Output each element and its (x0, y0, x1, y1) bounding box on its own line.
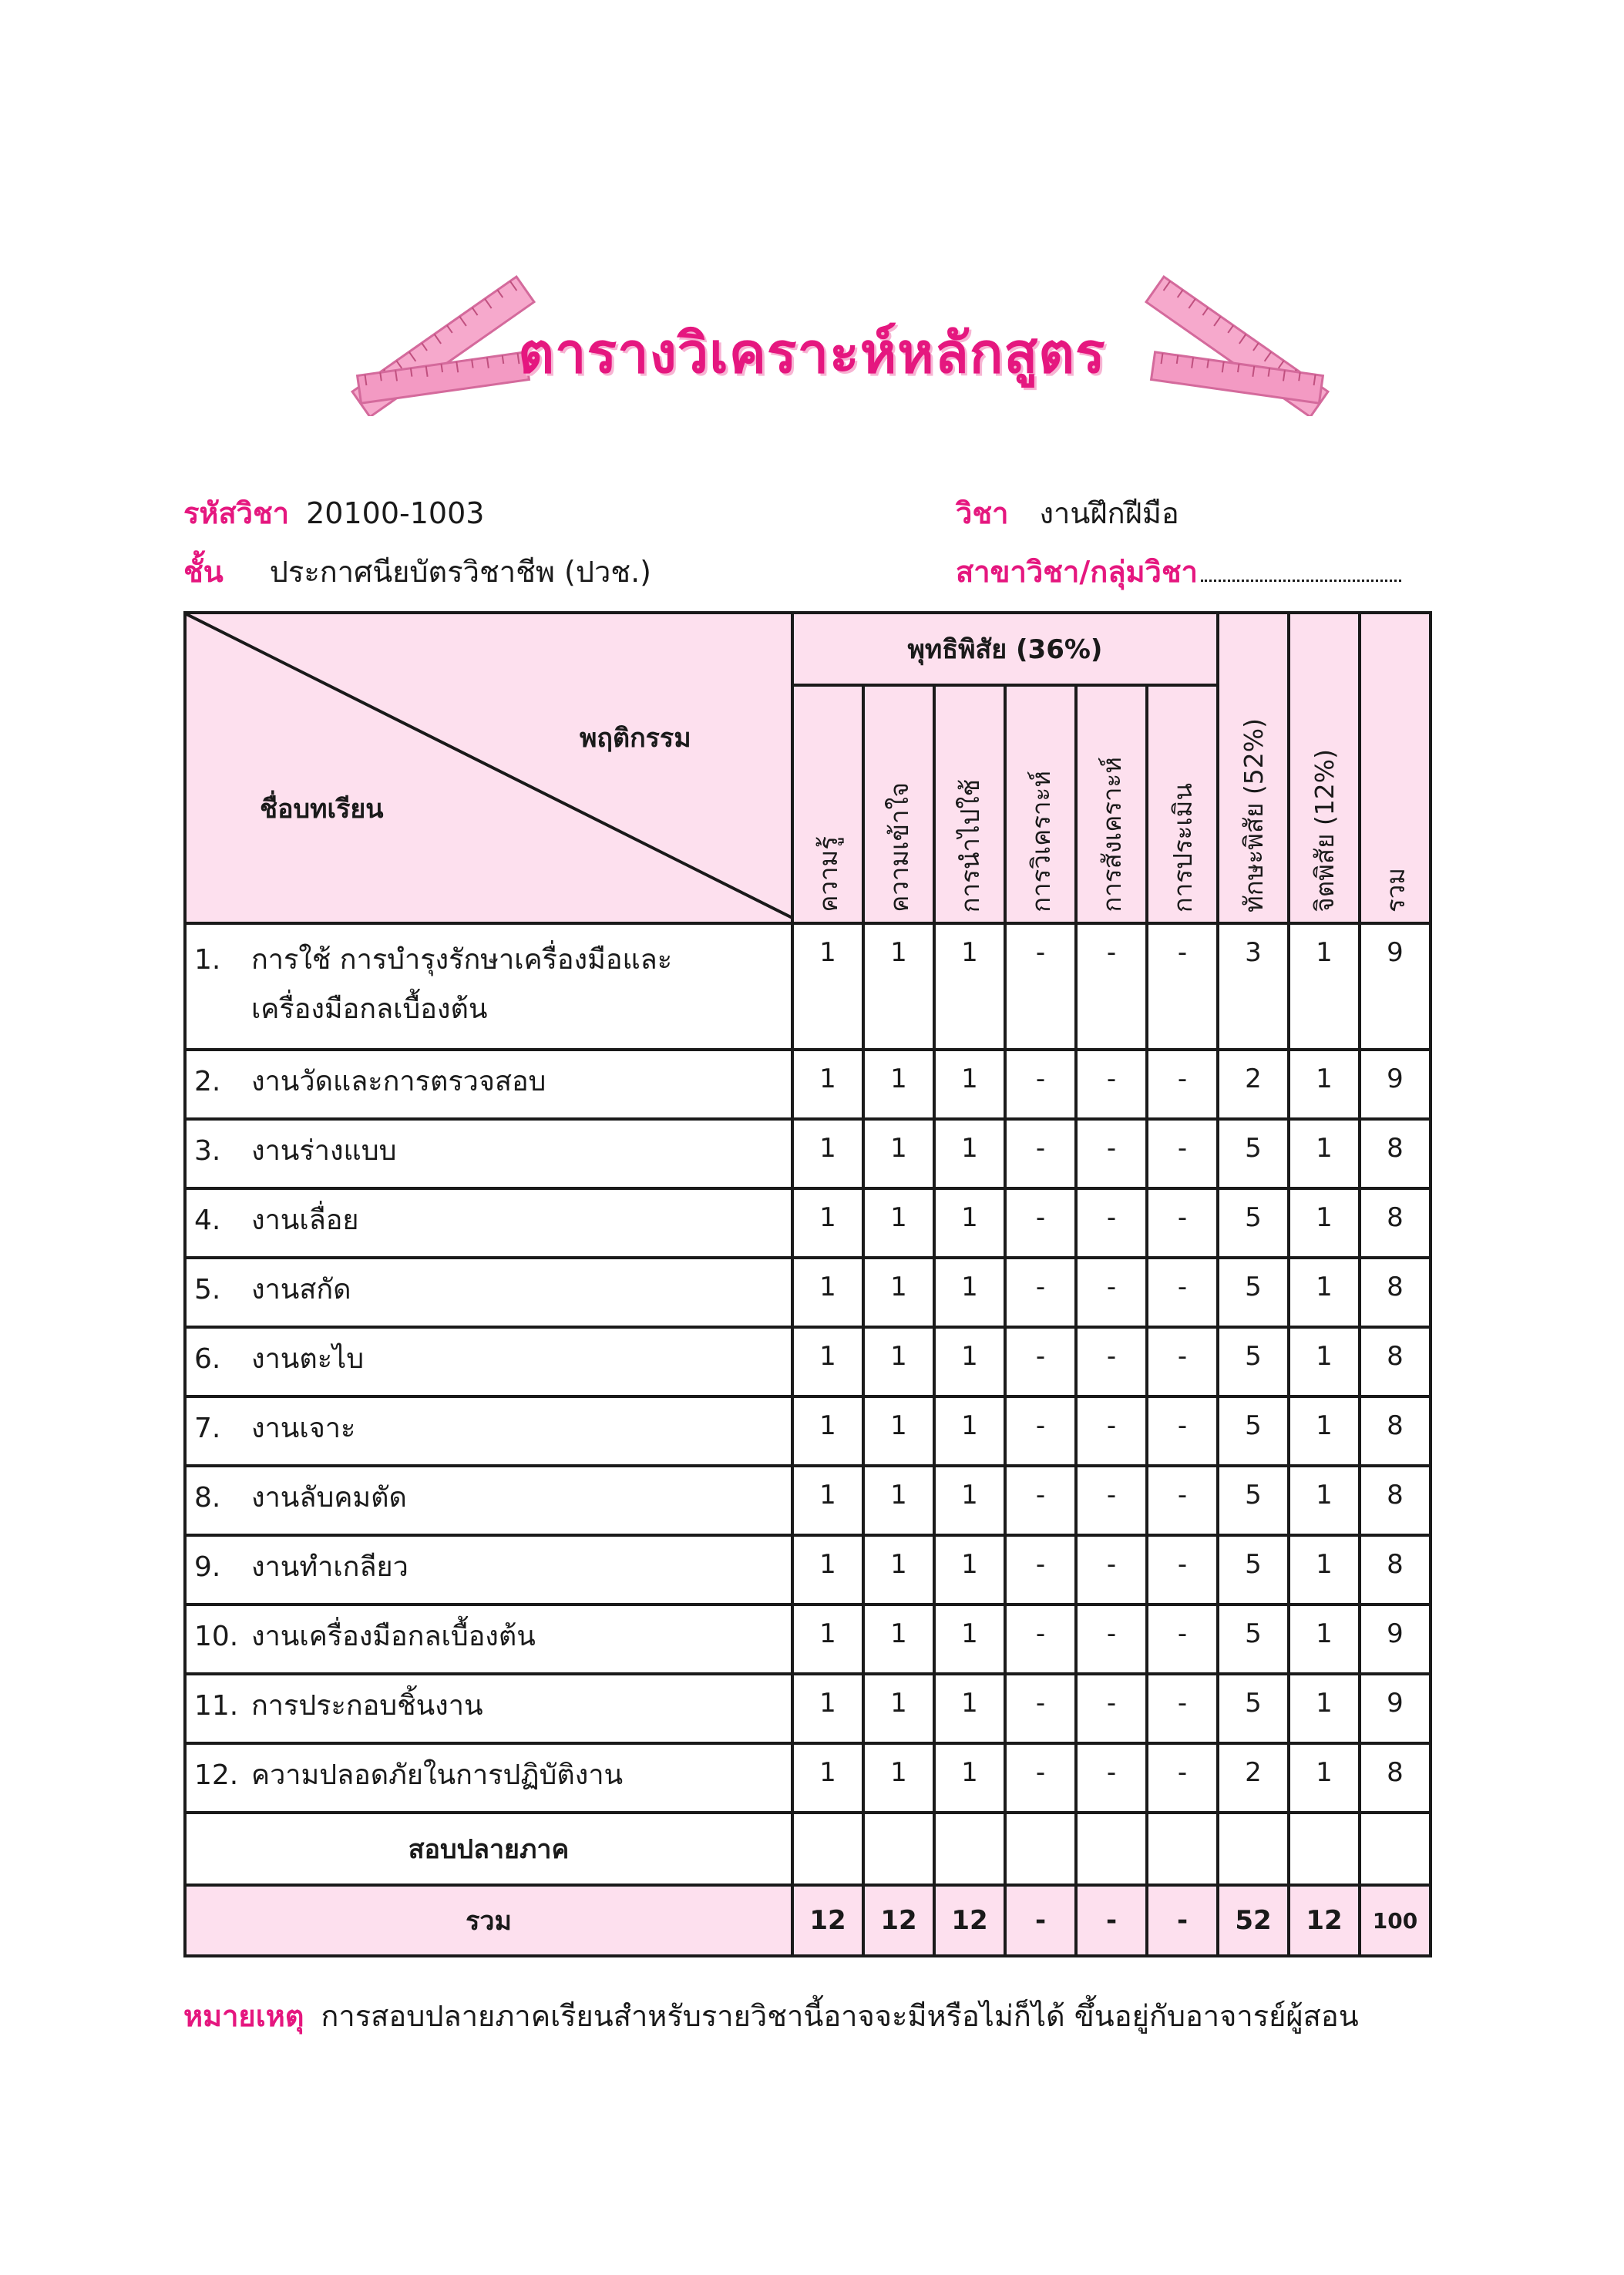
score-cell: 1 (934, 1674, 1005, 1743)
score-cell: 8 (1360, 1258, 1431, 1327)
score-cell: 1 (863, 1674, 934, 1743)
score-cell: 1 (792, 1535, 863, 1605)
score-cell: - (1005, 1396, 1076, 1466)
score-cell: 1 (934, 1743, 1005, 1813)
diagonal-line (187, 614, 794, 919)
score-cell: 1 (1289, 1396, 1360, 1466)
score-cell: 1 (863, 1188, 934, 1258)
table-row (185, 1119, 1431, 1188)
course-level (183, 553, 651, 590)
score-cell: 1 (934, 1050, 1005, 1119)
score-cell: - (1005, 1050, 1076, 1119)
score-cell: 1 (792, 1466, 863, 1535)
branch-blank (1201, 556, 1401, 582)
lesson-name-cell (185, 1535, 792, 1605)
score-cell: 1 (934, 1188, 1005, 1258)
table-row (185, 1258, 1431, 1327)
lesson-number: 9. (194, 1551, 221, 1583)
score-cell: 5 (1218, 1188, 1289, 1258)
score-cell: - (1076, 1605, 1147, 1674)
score-cell: 8 (1360, 1119, 1431, 1188)
score-cell: - (1147, 1396, 1218, 1466)
course-branch-label: สาขาวิชา/กลุ่มวิชา (956, 555, 1199, 589)
course-code-label: รหัสวิชา (183, 496, 290, 530)
course-subject-value: งานฝึกฝีมือ (1039, 496, 1179, 530)
score-cell: 1 (792, 1605, 863, 1674)
score-cell: 1 (863, 1605, 934, 1674)
score-cell: 5 (1218, 1396, 1289, 1466)
col-header: การประเมิน (1147, 685, 1218, 923)
course-subject-label: วิชา (956, 496, 1009, 530)
score-cell: - (1147, 923, 1218, 1050)
score-cell: 1 (1289, 1050, 1360, 1119)
col-header: ความรู้ (792, 685, 863, 923)
score-cell: 1 (1289, 1743, 1360, 1813)
lesson-number: 11. (194, 1690, 239, 1722)
score-cell: 1 (1289, 1258, 1360, 1327)
score-cell: 1 (934, 1258, 1005, 1327)
score-cell: - (1147, 1466, 1218, 1535)
score-cell: 1 (863, 1327, 934, 1396)
empty-cell (1076, 1813, 1147, 1885)
lesson-name-cell (185, 1396, 792, 1466)
lesson-name: การประกอบชิ้นงาน (251, 1690, 483, 1722)
score-cell: - (1076, 1327, 1147, 1396)
lesson-name-cell (185, 1605, 792, 1674)
score-cell: - (1147, 1119, 1218, 1188)
table-row (185, 1050, 1431, 1119)
total-cell: - (1076, 1885, 1147, 1956)
col-header: จิตพิสัย (12%) (1289, 613, 1360, 923)
empty-cell (863, 1813, 934, 1885)
lesson-number: 1. (194, 944, 221, 976)
score-cell: - (1076, 1743, 1147, 1813)
lesson-name-cell (185, 1050, 792, 1119)
score-cell: 2 (1218, 1050, 1289, 1119)
score-cell: 8 (1360, 1466, 1431, 1535)
score-cell: - (1005, 1743, 1076, 1813)
score-cell: 9 (1360, 923, 1431, 1050)
score-cell: - (1147, 1743, 1218, 1813)
score-cell: - (1147, 1050, 1218, 1119)
score-cell: - (1076, 1258, 1147, 1327)
score-cell: 1 (934, 1119, 1005, 1188)
score-cell: 1 (1289, 1535, 1360, 1605)
lesson-name-cell (185, 1188, 792, 1258)
score-cell: 1 (792, 1743, 863, 1813)
score-cell: 1 (934, 1396, 1005, 1466)
lesson-number: 2. (194, 1066, 221, 1097)
lesson-number: 8. (194, 1482, 221, 1514)
score-cell: 9 (1360, 1605, 1431, 1674)
ruler-icon (1133, 270, 1341, 416)
lesson-number: 5. (194, 1274, 221, 1306)
lesson-number: 6. (194, 1343, 221, 1375)
total-cell: 52 (1218, 1885, 1289, 1956)
table-row (185, 923, 1431, 1050)
col-header: การสังเคราะห์ (1076, 685, 1147, 923)
score-cell: 8 (1360, 1743, 1431, 1813)
lesson-number: 7. (194, 1413, 221, 1444)
empty-cell (1147, 1813, 1218, 1885)
score-cell: 5 (1218, 1258, 1289, 1327)
score-cell: 8 (1360, 1327, 1431, 1396)
score-cell: - (1147, 1674, 1218, 1743)
title-banner (0, 254, 1624, 408)
footnote-text: การสอบปลายภาคเรียนสำหรับรายวิชานี้อาจจะมีหรือไม่ก็ได้ ขึ้นอยู่กับอาจารย์ผู้สอน (321, 1999, 1359, 2033)
score-cell: 5 (1218, 1119, 1289, 1188)
lesson-name: งานเครื่องมือกลเบื้องต้น (251, 1621, 536, 1652)
table-row (185, 1743, 1431, 1813)
empty-cell (1218, 1813, 1289, 1885)
total-label: รวม (185, 1885, 792, 1956)
course-subject (956, 495, 1179, 532)
lesson-label: ชื่อบทเรียน (260, 794, 384, 825)
score-cell: - (1005, 1258, 1076, 1327)
table-row (185, 1396, 1431, 1466)
score-cell: - (1005, 1327, 1076, 1396)
lesson-name: ความปลอดภัยในการปฏิบัติงาน (251, 1759, 624, 1791)
table-row (185, 1674, 1431, 1743)
lesson-name-cell (185, 923, 792, 1050)
empty-cell (934, 1813, 1005, 1885)
footnote-label: หมายเหตุ (183, 1999, 304, 2033)
score-cell: - (1147, 1605, 1218, 1674)
lesson-number: 4. (194, 1205, 221, 1236)
exam-label: สอบปลายภาค (185, 1813, 792, 1885)
score-cell: 9 (1360, 1050, 1431, 1119)
lesson-name-cell (185, 1466, 792, 1535)
lesson-name-cell (185, 1743, 792, 1813)
score-cell: 5 (1218, 1674, 1289, 1743)
score-cell: 5 (1218, 1327, 1289, 1396)
score-cell: 1 (792, 1674, 863, 1743)
empty-cell (1360, 1813, 1431, 1885)
score-cell: - (1005, 1188, 1076, 1258)
score-cell: 1 (934, 923, 1005, 1050)
score-cell: - (1076, 1535, 1147, 1605)
lesson-name: งานร่างแบบ (251, 1135, 397, 1167)
score-cell: 1 (1289, 1188, 1360, 1258)
course-level-value: ประกาศนียบัตรวิชาชีพ (ปวช.) (269, 555, 652, 589)
score-cell: - (1005, 1466, 1076, 1535)
score-cell: - (1076, 1466, 1147, 1535)
score-cell: 1 (792, 1119, 863, 1188)
total-cell: - (1147, 1885, 1218, 1956)
score-cell: 1 (792, 1396, 863, 1466)
total-cell: 12 (934, 1885, 1005, 1956)
behavior-label: พฤติกรรม (580, 723, 691, 754)
score-cell: 8 (1360, 1535, 1431, 1605)
score-cell: - (1005, 1605, 1076, 1674)
score-cell: 1 (1289, 1674, 1360, 1743)
score-cell: 1 (863, 1119, 934, 1188)
lesson-name (251, 936, 791, 1034)
score-cell: 2 (1218, 1743, 1289, 1813)
lesson-name-cell (185, 1119, 792, 1188)
score-cell: 9 (1360, 1674, 1431, 1743)
exam-row (185, 1813, 1431, 1885)
score-cell: 1 (792, 1188, 863, 1258)
score-cell: 1 (863, 1535, 934, 1605)
score-cell: - (1076, 1188, 1147, 1258)
score-cell: - (1076, 1050, 1147, 1119)
score-cell: 1 (792, 923, 863, 1050)
table-row (185, 1605, 1431, 1674)
score-cell: 1 (863, 1258, 934, 1327)
cognitive-header: พุทธิพิสัย (36%) (792, 613, 1218, 685)
score-cell: - (1076, 923, 1147, 1050)
score-cell: 1 (934, 1327, 1005, 1396)
total-cell: 12 (792, 1885, 863, 1956)
col-header: การนำไปใช้ (934, 685, 1005, 923)
course-branch (956, 553, 1401, 590)
total-cell: 100 (1360, 1885, 1431, 1956)
course-code (183, 495, 484, 532)
lesson-name: งานทำเกลียว (251, 1551, 409, 1583)
score-cell: 1 (863, 1050, 934, 1119)
total-cell: - (1005, 1885, 1076, 1956)
score-cell: - (1076, 1674, 1147, 1743)
score-cell: - (1005, 1119, 1076, 1188)
lesson-number: 3. (194, 1135, 221, 1167)
table-row (185, 1466, 1431, 1535)
score-cell: - (1076, 1396, 1147, 1466)
total-row (185, 1885, 1431, 1956)
empty-cell (792, 1813, 863, 1885)
score-cell: 5 (1218, 1535, 1289, 1605)
page-title: ตารางวิเคราะห์หลักสูตร (518, 321, 1106, 385)
total-cell: 12 (1289, 1885, 1360, 1956)
lesson-name: งานวัดและการตรวจสอบ (251, 1066, 546, 1097)
lesson-name: งานสกัด (251, 1274, 351, 1306)
score-cell: 1 (1289, 1119, 1360, 1188)
score-cell: 1 (792, 1327, 863, 1396)
lesson-name-line: เครื่องมือกลเบื้องต้น (251, 993, 488, 1025)
empty-cell (1289, 1813, 1360, 1885)
score-cell: - (1147, 1327, 1218, 1396)
course-level-label: ชั้น (183, 555, 224, 589)
lesson-name: งานตะไบ (251, 1343, 365, 1375)
score-cell: 1 (863, 1396, 934, 1466)
score-cell: 1 (792, 1258, 863, 1327)
footnote (183, 1992, 1359, 2039)
total-cell: 12 (863, 1885, 934, 1956)
lesson-number: 10. (194, 1621, 239, 1652)
table-row (185, 1327, 1431, 1396)
col-header: รวม (1360, 613, 1431, 923)
score-cell: 1 (1289, 1466, 1360, 1535)
corner-header (185, 613, 792, 923)
score-cell: 5 (1218, 1605, 1289, 1674)
score-cell: 1 (934, 1466, 1005, 1535)
score-cell: - (1005, 1674, 1076, 1743)
empty-cell (1005, 1813, 1076, 1885)
score-cell: - (1147, 1535, 1218, 1605)
lesson-name-cell (185, 1674, 792, 1743)
course-code-value: 20100-1003 (306, 496, 485, 530)
lesson-name-cell (185, 1258, 792, 1327)
score-cell: 1 (863, 1466, 934, 1535)
score-cell: 8 (1360, 1396, 1431, 1466)
score-cell: - (1005, 923, 1076, 1050)
col-header: ความเข้าใจ (863, 685, 934, 923)
lesson-name-cell (185, 1327, 792, 1396)
lesson-name: งานลับคมตัด (251, 1482, 407, 1514)
score-cell: 5 (1218, 1466, 1289, 1535)
score-cell: - (1005, 1535, 1076, 1605)
score-cell: - (1076, 1119, 1147, 1188)
lesson-name: งานเจาะ (251, 1413, 356, 1444)
score-cell: - (1147, 1258, 1218, 1327)
table-row (185, 1188, 1431, 1258)
col-header: ทักษะพิสัย (52%) (1218, 613, 1289, 923)
table-row (185, 1535, 1431, 1605)
curriculum-table (183, 611, 1432, 1957)
col-header: การวิเคราะห์ (1005, 685, 1076, 923)
lesson-name-line: การใช้ การบำรุงรักษาเครื่องมือและ (251, 944, 673, 976)
score-cell: 1 (1289, 1605, 1360, 1674)
score-cell: 1 (934, 1535, 1005, 1605)
score-cell: 1 (863, 923, 934, 1050)
score-cell: 3 (1218, 923, 1289, 1050)
score-cell: 1 (1289, 923, 1360, 1050)
score-cell: - (1147, 1188, 1218, 1258)
score-cell: 1 (792, 1050, 863, 1119)
score-cell: 8 (1360, 1188, 1431, 1258)
score-cell: 1 (1289, 1327, 1360, 1396)
lesson-number: 12. (194, 1759, 239, 1791)
lesson-name: งานเลื่อย (251, 1205, 359, 1236)
score-cell: 1 (863, 1743, 934, 1813)
score-cell: 1 (934, 1605, 1005, 1674)
